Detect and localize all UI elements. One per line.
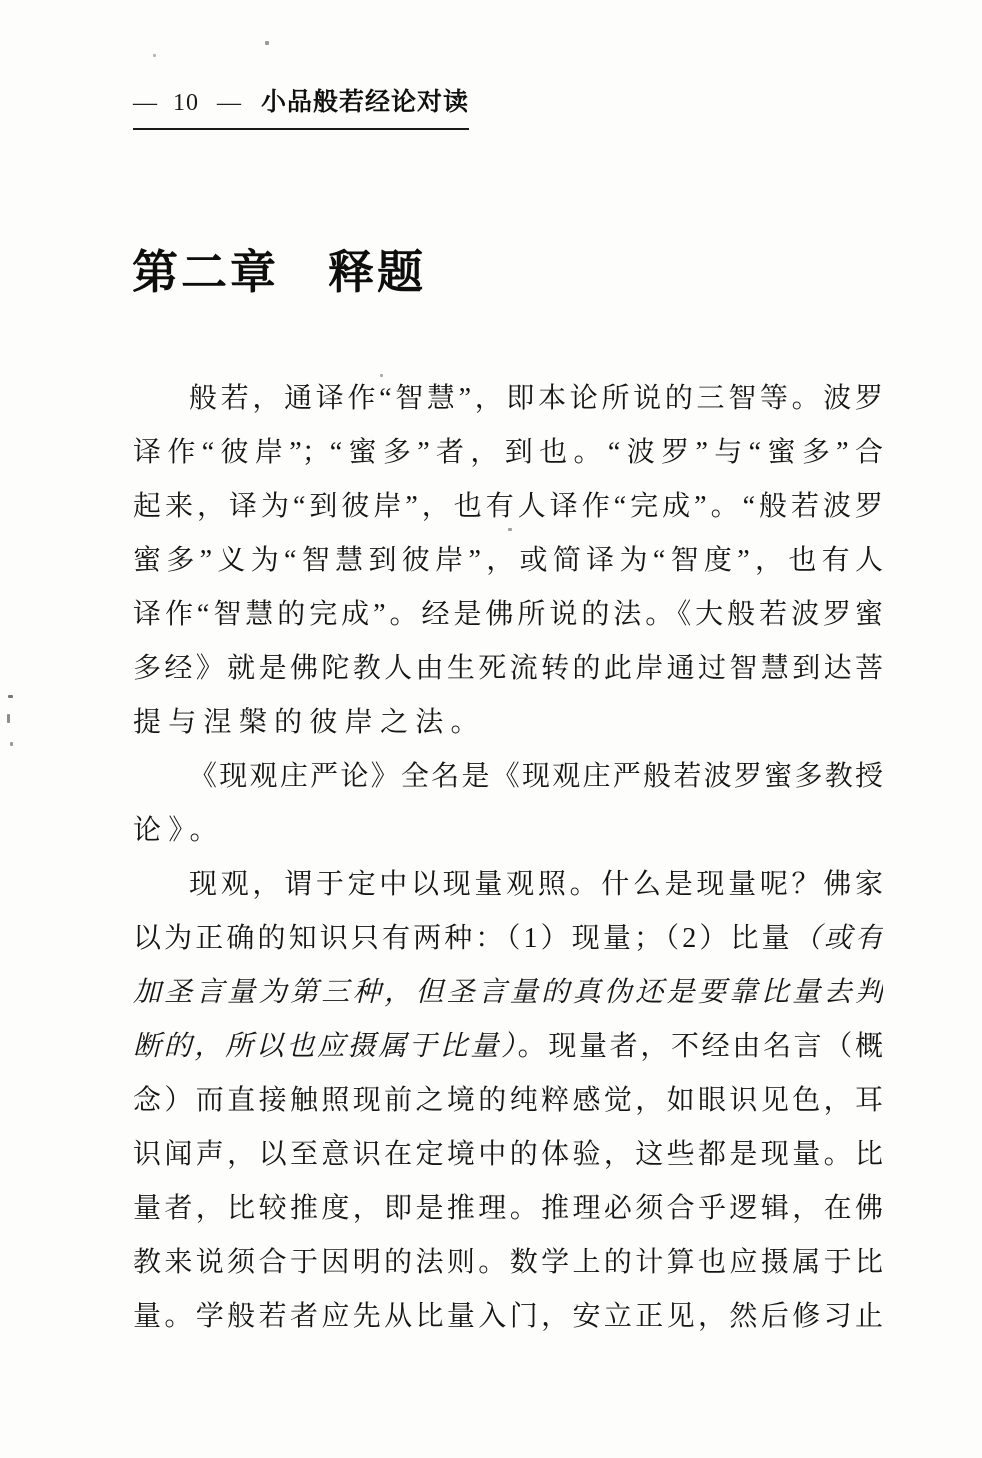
text-line (133, 804, 883, 858)
text-line (133, 696, 883, 750)
text-segment: 多经》就是佛陀教人由生死流转的此岸通过智慧到达菩 (133, 653, 883, 684)
text-segment: 以为正确的知识只有两种：（1）现量；（2）比量 (133, 923, 793, 954)
text-line (133, 480, 883, 534)
scan-speck (8, 695, 13, 698)
scan-speck (7, 714, 10, 723)
book-title: 小品般若经论对读 (261, 89, 470, 116)
text-line (133, 1020, 883, 1074)
text-line (133, 1128, 883, 1182)
text-segment: （或有 (792, 923, 883, 954)
text-segment: 《现观庄严论》全名是《现观庄严般若波罗蜜多教授 (189, 761, 883, 792)
paragraph (133, 372, 883, 750)
scan-speck (265, 41, 269, 45)
running-header (133, 88, 469, 130)
chapter-title: 第二章 释题 (132, 247, 426, 298)
text-line (133, 1290, 883, 1344)
text-line (133, 1074, 883, 1128)
text-segment: 蜜多”义为“智慧到彼岸”，或简译为“智度”，也有人 (133, 545, 883, 576)
text-line (133, 966, 883, 1020)
page-number: 10 (173, 90, 199, 116)
text-line (133, 426, 883, 480)
text-segment: 译作“彼岸”；“蜜多”者，到也。“波罗”与“蜜多”合 (133, 437, 883, 468)
text-line (133, 1236, 883, 1290)
text-segment: 识闻声，以至意识在定境中的体验，这些都是现量。比 (133, 1139, 883, 1170)
text-segment: 加圣言量为第三种，但圣言量的真伪还是要靠比量去判 (133, 977, 883, 1008)
scan-speck (380, 374, 383, 377)
text-segment: 。现量者，不经由名言（概 (517, 1031, 883, 1062)
text-segment: 量者，比较推度，即是推理。推理必须合乎逻辑，在佛 (133, 1193, 883, 1224)
text-line (133, 372, 883, 426)
text-segment: 起来，译为“到彼岸”，也有人译作“完成”。“般若波罗 (133, 491, 883, 522)
paragraph (133, 858, 883, 1344)
text-line (133, 1182, 883, 1236)
text-line (133, 642, 883, 696)
text-segment: 现观，谓于定中以现量观照。什么是现量呢？佛家 (189, 869, 883, 900)
text-line (133, 912, 883, 966)
scan-speck (153, 54, 156, 57)
text-line (133, 858, 883, 912)
paragraph (133, 750, 883, 858)
body-text (133, 372, 883, 1344)
text-line (133, 534, 883, 588)
text-segment: 译作“智慧的完成”。经是佛所说的法。《大般若波罗蜜 (133, 599, 883, 630)
scan-speck (508, 528, 512, 531)
scan-speck (10, 742, 13, 746)
text-segment: 量。学般若者应先从比量入门，安立正见，然后修习止 (133, 1301, 883, 1332)
text-segment: 论》。 (133, 815, 225, 846)
text-segment: 教来说须合于因明的法则。数学上的计算也应摄属于比 (133, 1247, 883, 1278)
text-line (133, 750, 883, 804)
header-dash-left: — (133, 90, 157, 116)
text-segment: 提与涅槃的彼岸之法。 (133, 707, 486, 738)
text-segment: 般若，通译作“智慧”，即本论所说的三智等。波罗 (189, 383, 883, 414)
header-dash-right: — (217, 90, 241, 116)
text-segment: 念）而直接触照现前之境的纯粹感觉，如眼识见色，耳 (133, 1085, 883, 1116)
text-segment: 断的，所以也应摄属于比量） (133, 1031, 518, 1062)
text-line (133, 588, 883, 642)
